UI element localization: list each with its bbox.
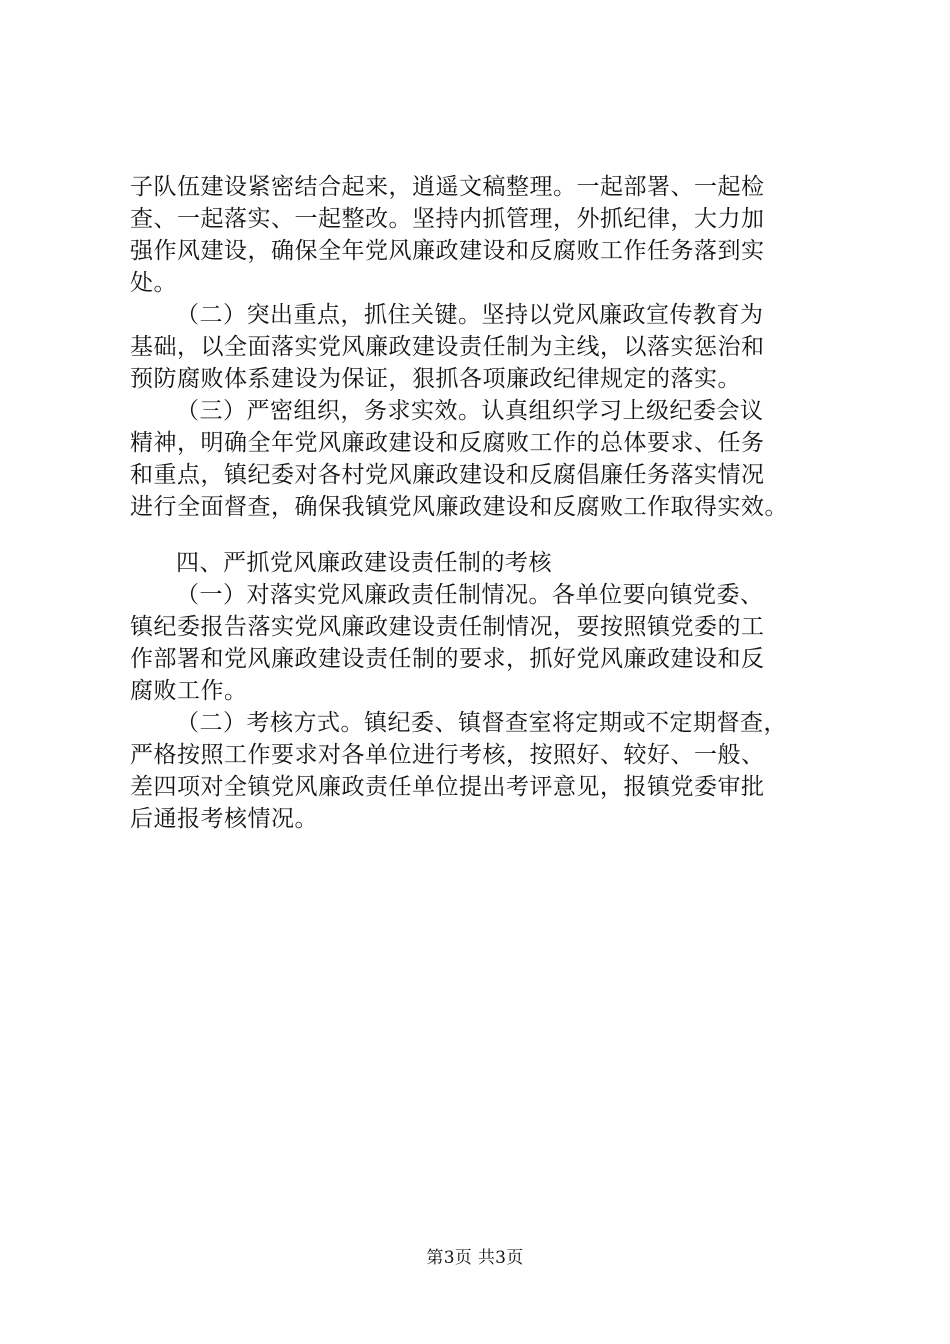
page-footer: 第3页 共3页: [426, 1248, 524, 1268]
paragraph-gap: [130, 523, 830, 547]
text-line: 和重点，镇纪委对各村党风廉政建设和反腐倡廉任务落实情况: [130, 462, 765, 488]
text-line: 精神，明确全年党风廉政建设和反腐败工作的总体要求、任务: [130, 430, 765, 456]
text-line: 进行全面督查，确保我镇党风廉政建设和反腐败工作取得实效。: [130, 494, 788, 520]
text-line: （二）突出重点，抓住关键。坚持以党风廉政宣传教育为: [176, 302, 764, 328]
text-line: 差四项对全镇党风廉政责任单位提出考评意见，报镇党委审批: [130, 774, 765, 800]
text-line: 作部署和党风廉政建设责任制的要求，抓好党风廉政建设和反: [130, 646, 765, 672]
section-heading: 四、严抓党风廉政建设责任制的考核: [176, 550, 552, 576]
text-line: 后通报考核情况。: [130, 806, 318, 832]
document-body: [130, 171, 830, 835]
text-line: （三）严密组织，务求实效。认真组织学习上级纪委会议: [176, 398, 764, 424]
text-line: 子队伍建设紧密结合起来，逍遥文稿整理。一起部署、一起检: [130, 174, 765, 200]
text-line: （二）考核方式。镇纪委、镇督查室将定期或不定期督查，: [176, 710, 787, 736]
text-line: 镇纪委报告落实党风廉政建设责任制情况，要按照镇党委的工: [130, 614, 765, 640]
text-line: 严格按照工作要求对各单位进行考核，按照好、较好、一般、: [130, 742, 765, 768]
text-line: （一）对落实党风廉政责任制情况。各单位要向镇党委、: [176, 582, 764, 608]
text-line: 强作风建设，确保全年党风廉政建设和反腐败工作任务落到实: [130, 238, 765, 264]
text-line: 查、一起落实、一起整改。坚持内抓管理，外抓纪律，大力加: [130, 206, 765, 232]
text-line: 基础，以全面落实党风廉政建设责任制为主线，以落实惩治和: [130, 334, 765, 360]
text-line: 预防腐败体系建设为保证，狠抓各项廉政纪律规定的落实。: [130, 366, 741, 392]
text-line: 腐败工作。: [130, 678, 248, 704]
text-line: 处。: [130, 270, 177, 296]
